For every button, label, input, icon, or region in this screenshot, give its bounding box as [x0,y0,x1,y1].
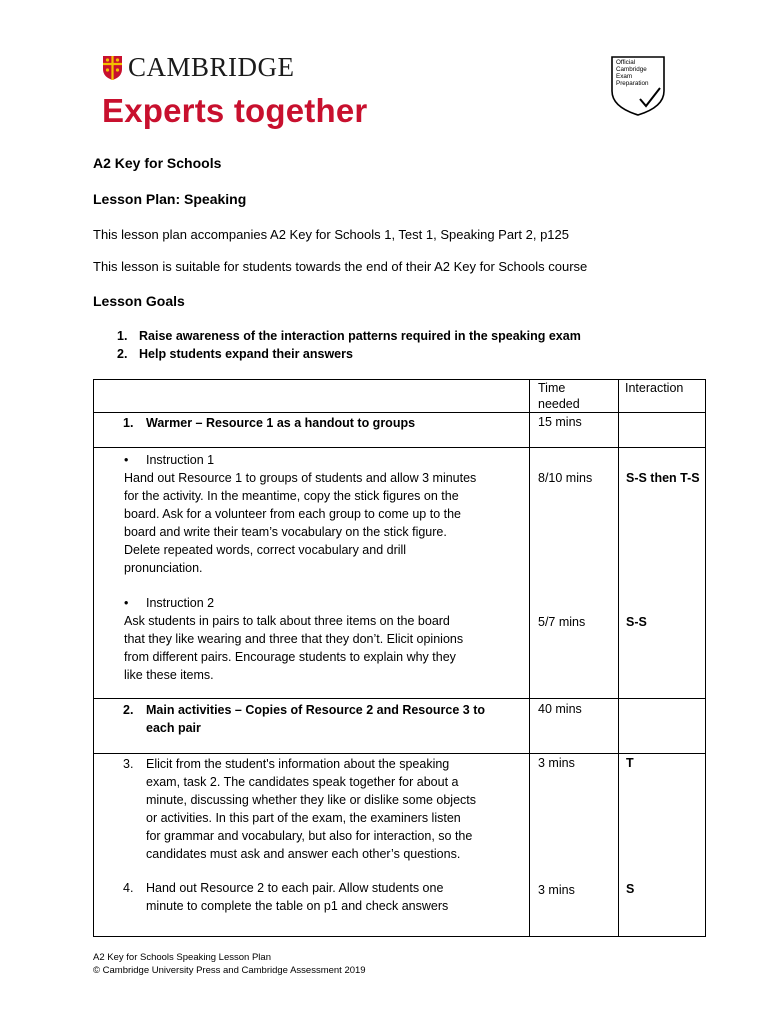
main-title: Main activities – Copies of Resource 2 and Resource 3 to each pair [146,703,485,735]
intro-accompanies: This lesson plan accompanies A2 Key for Schools 1, Test 1, Speaking Part 2, p125 [93,227,569,242]
footer-title: A2 Key for Schools Speaking Lesson Plan [93,952,271,963]
instruction2-time: 5/7 mins [538,615,586,629]
step3-num: 3. [123,757,134,771]
intro-suitable: This lesson is suitable for students towards the end of their A2 Key for Schools course [93,259,588,274]
step3-text: Elicit from the student's information about the speaking exam, task 2. The candidates speak together for about a minute, discussing whether they like or dislike some objects or activities. In this part of the exam, the examiners listen for grammar and vocabulary, but also for interaction, so the candidates must ask and answer each other’s questions. [146,757,477,861]
instruction2-label: Instruction 2 [146,596,215,610]
goals-list [117,327,581,363]
main-time: 40 mins [538,702,582,716]
step3-interaction: T [626,756,634,770]
cambridge-shield-icon [103,56,122,80]
step4-time: 3 mins [538,883,575,897]
step4-num: 4. [123,881,134,895]
instruction2-bullet: • [124,596,129,610]
goals-heading: Lesson Goals [93,293,185,309]
warmer-title: Warmer – Resource 1 as a handout to groups [146,416,416,430]
step4-text: Hand out Resource 2 to each pair. Allow students one minute to complete the table on p1 and check answers [146,881,449,913]
instruction2-text: Ask students in pairs to talk about three items on the board that they like wearing and three that they don’t. Elicit opinions from different pairs. Encourage students to explain why they like these items. [124,614,464,682]
badge-text: Official Cambridge Exam Preparation [616,59,649,87]
header-time: Time needed [538,381,580,411]
step4-interaction: S [626,882,635,896]
header-interaction: Interaction [625,381,684,395]
step3-time: 3 mins [538,756,575,770]
goal-item: 2. Help students expand their answers [117,347,353,361]
exam-title: A2 Key for Schools [93,155,222,171]
footer-copyright: © Cambridge University Press and Cambridge Assessment 2019 [93,965,366,976]
warmer-num: 1. [123,416,134,430]
instruction1-bullet: • [124,453,129,467]
instruction1-time: 8/10 mins [538,471,593,485]
warmer-time: 15 mins [538,415,582,429]
instruction2-interaction: S-S [626,615,647,629]
goal-item: 1. Raise awareness of the interaction patterns required in the speaking exam [117,329,581,343]
instruction1-label: Instruction 1 [146,453,215,467]
brand-name: CAMBRIDGE [128,52,295,82]
instruction1-interaction: S-S then T-S [626,471,700,485]
main-num: 2. [123,703,134,717]
tagline: Experts together [102,92,368,129]
lesson-table [93,379,706,937]
footer [93,951,366,977]
instruction1-text: Hand out Resource 1 to groups of students and allow 3 minutes for the activity. In the meantime, copy the stick figures on the board. Ask for a volunteer from each group to come up to the board and write their team’s vocabulary on the stick figure. Delete repeated words, correct vocabulary and drill pronunciation. [124,471,477,575]
cambridge-logo [103,54,295,81]
plan-title: Lesson Plan: Speaking [93,191,247,207]
